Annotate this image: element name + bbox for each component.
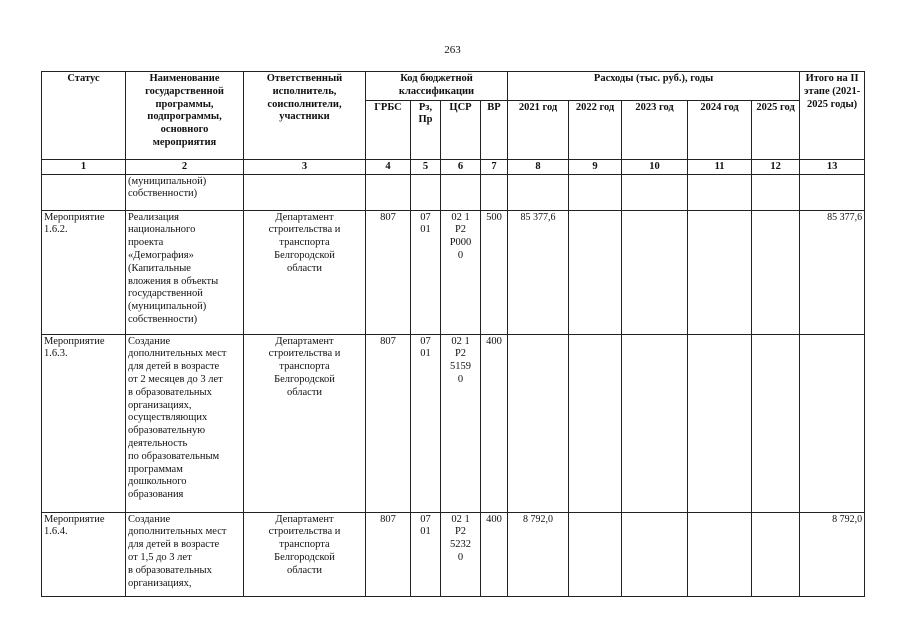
cell-2021: 85 377,6 (508, 210, 569, 334)
column-number: 7 (481, 159, 508, 174)
cell-grbs (366, 174, 411, 210)
column-number: 10 (622, 159, 688, 174)
cell-2024 (688, 174, 752, 210)
cell-csr: 02 1 Р2 5159 0 (441, 334, 481, 512)
header-2021: 2021 год (508, 100, 569, 159)
table-row (42, 174, 865, 210)
header-2024: 2024 год (688, 100, 752, 159)
cell-rzpr (411, 174, 441, 210)
header-executor: Ответственный исполнитель, соисполнители, участники (244, 72, 366, 160)
column-number: 8 (508, 159, 569, 174)
table-row (42, 210, 865, 334)
column-number: 9 (569, 159, 622, 174)
cell-vr: 500 (481, 210, 508, 334)
header-total: Итого на II этапе (2021-2025 годы) (800, 72, 865, 160)
cell-status: Мероприятие 1.6.3. (42, 334, 126, 512)
cell-2022 (569, 210, 622, 334)
column-number: 2 (126, 159, 244, 174)
cell-executor (244, 174, 366, 210)
cell-2021 (508, 334, 569, 512)
cell-vr: 400 (481, 334, 508, 512)
cell-vr: 400 (481, 512, 508, 596)
header-expenses: Расходы (тыс. руб.), годы (508, 72, 800, 101)
cell-total: 8 792,0 (800, 512, 865, 596)
cell-executor: Департамент строительства и транспорта Белгородской области (244, 334, 366, 512)
cell-csr (441, 174, 481, 210)
cell-csr: 02 1 Р2 5232 0 (441, 512, 481, 596)
header-budget-code: Код бюджетной классификации (366, 72, 508, 101)
cell-grbs: 807 (366, 210, 411, 334)
header-name: Наименование государственной программы, подпрограммы, основного мероприятия (126, 72, 244, 160)
header-status: Статус (42, 72, 126, 160)
cell-name: Создание дополнительных мест для детей в возрасте от 1,5 до 3 лет в образовательных организациях, (126, 512, 244, 596)
cell-total: 85 377,6 (800, 210, 865, 334)
cell-2025 (752, 174, 800, 210)
column-number: 11 (688, 159, 752, 174)
header-2022: 2022 год (569, 100, 622, 159)
column-number: 3 (244, 159, 366, 174)
cell-name: (муниципальной) собственности) (126, 174, 244, 210)
column-number: 6 (441, 159, 481, 174)
cell-csr: 02 1 Р2 Р000 0 (441, 210, 481, 334)
cell-2022 (569, 174, 622, 210)
header-2025: 2025 год (752, 100, 800, 159)
column-number: 4 (366, 159, 411, 174)
cell-status: Мероприятие 1.6.2. (42, 210, 126, 334)
cell-2024 (688, 334, 752, 512)
table-row (42, 512, 865, 596)
header-rzpr: Рз, Пр (411, 100, 441, 159)
page-number: 263 (444, 44, 461, 56)
cell-2021: 8 792,0 (508, 512, 569, 596)
cell-name: Реализация национального проекта «Демография» (Капитальные вложения в объекты государственной (муниципальной) собственности) (126, 210, 244, 334)
cell-grbs: 807 (366, 334, 411, 512)
cell-executor: Департамент строительства и транспорта Белгородской области (244, 210, 366, 334)
header-2023: 2023 год (622, 100, 688, 159)
table-row (42, 334, 865, 512)
header-vr: ВР (481, 100, 508, 159)
cell-2025 (752, 210, 800, 334)
budget-table (41, 71, 865, 597)
cell-2023 (622, 174, 688, 210)
cell-2024 (688, 210, 752, 334)
cell-rzpr: 07 01 (411, 512, 441, 596)
column-number: 5 (411, 159, 441, 174)
cell-total (800, 334, 865, 512)
cell-name: Создание дополнительных мест для детей в возрасте от 2 месяцев до 3 лет в образовательных организациях, осуществляющих образовательную деятельность по образовательным программам дошкольного образования (126, 334, 244, 512)
cell-status (42, 174, 126, 210)
cell-2023 (622, 512, 688, 596)
cell-2023 (622, 334, 688, 512)
cell-total (800, 174, 865, 210)
cell-2025 (752, 512, 800, 596)
cell-2023 (622, 210, 688, 334)
column-number: 1 (42, 159, 126, 174)
cell-2025 (752, 334, 800, 512)
cell-2024 (688, 512, 752, 596)
cell-status: Мероприятие 1.6.4. (42, 512, 126, 596)
header-grbs: ГРБС (366, 100, 411, 159)
column-number-row (42, 159, 865, 174)
cell-rzpr: 07 01 (411, 210, 441, 334)
cell-2021 (508, 174, 569, 210)
cell-rzpr: 07 01 (411, 334, 441, 512)
cell-2022 (569, 334, 622, 512)
cell-grbs: 807 (366, 512, 411, 596)
cell-2022 (569, 512, 622, 596)
column-number: 13 (800, 159, 865, 174)
column-number: 12 (752, 159, 800, 174)
cell-executor: Департамент строительства и транспорта Белгородской области (244, 512, 366, 596)
header-csr: ЦСР (441, 100, 481, 159)
cell-vr (481, 174, 508, 210)
